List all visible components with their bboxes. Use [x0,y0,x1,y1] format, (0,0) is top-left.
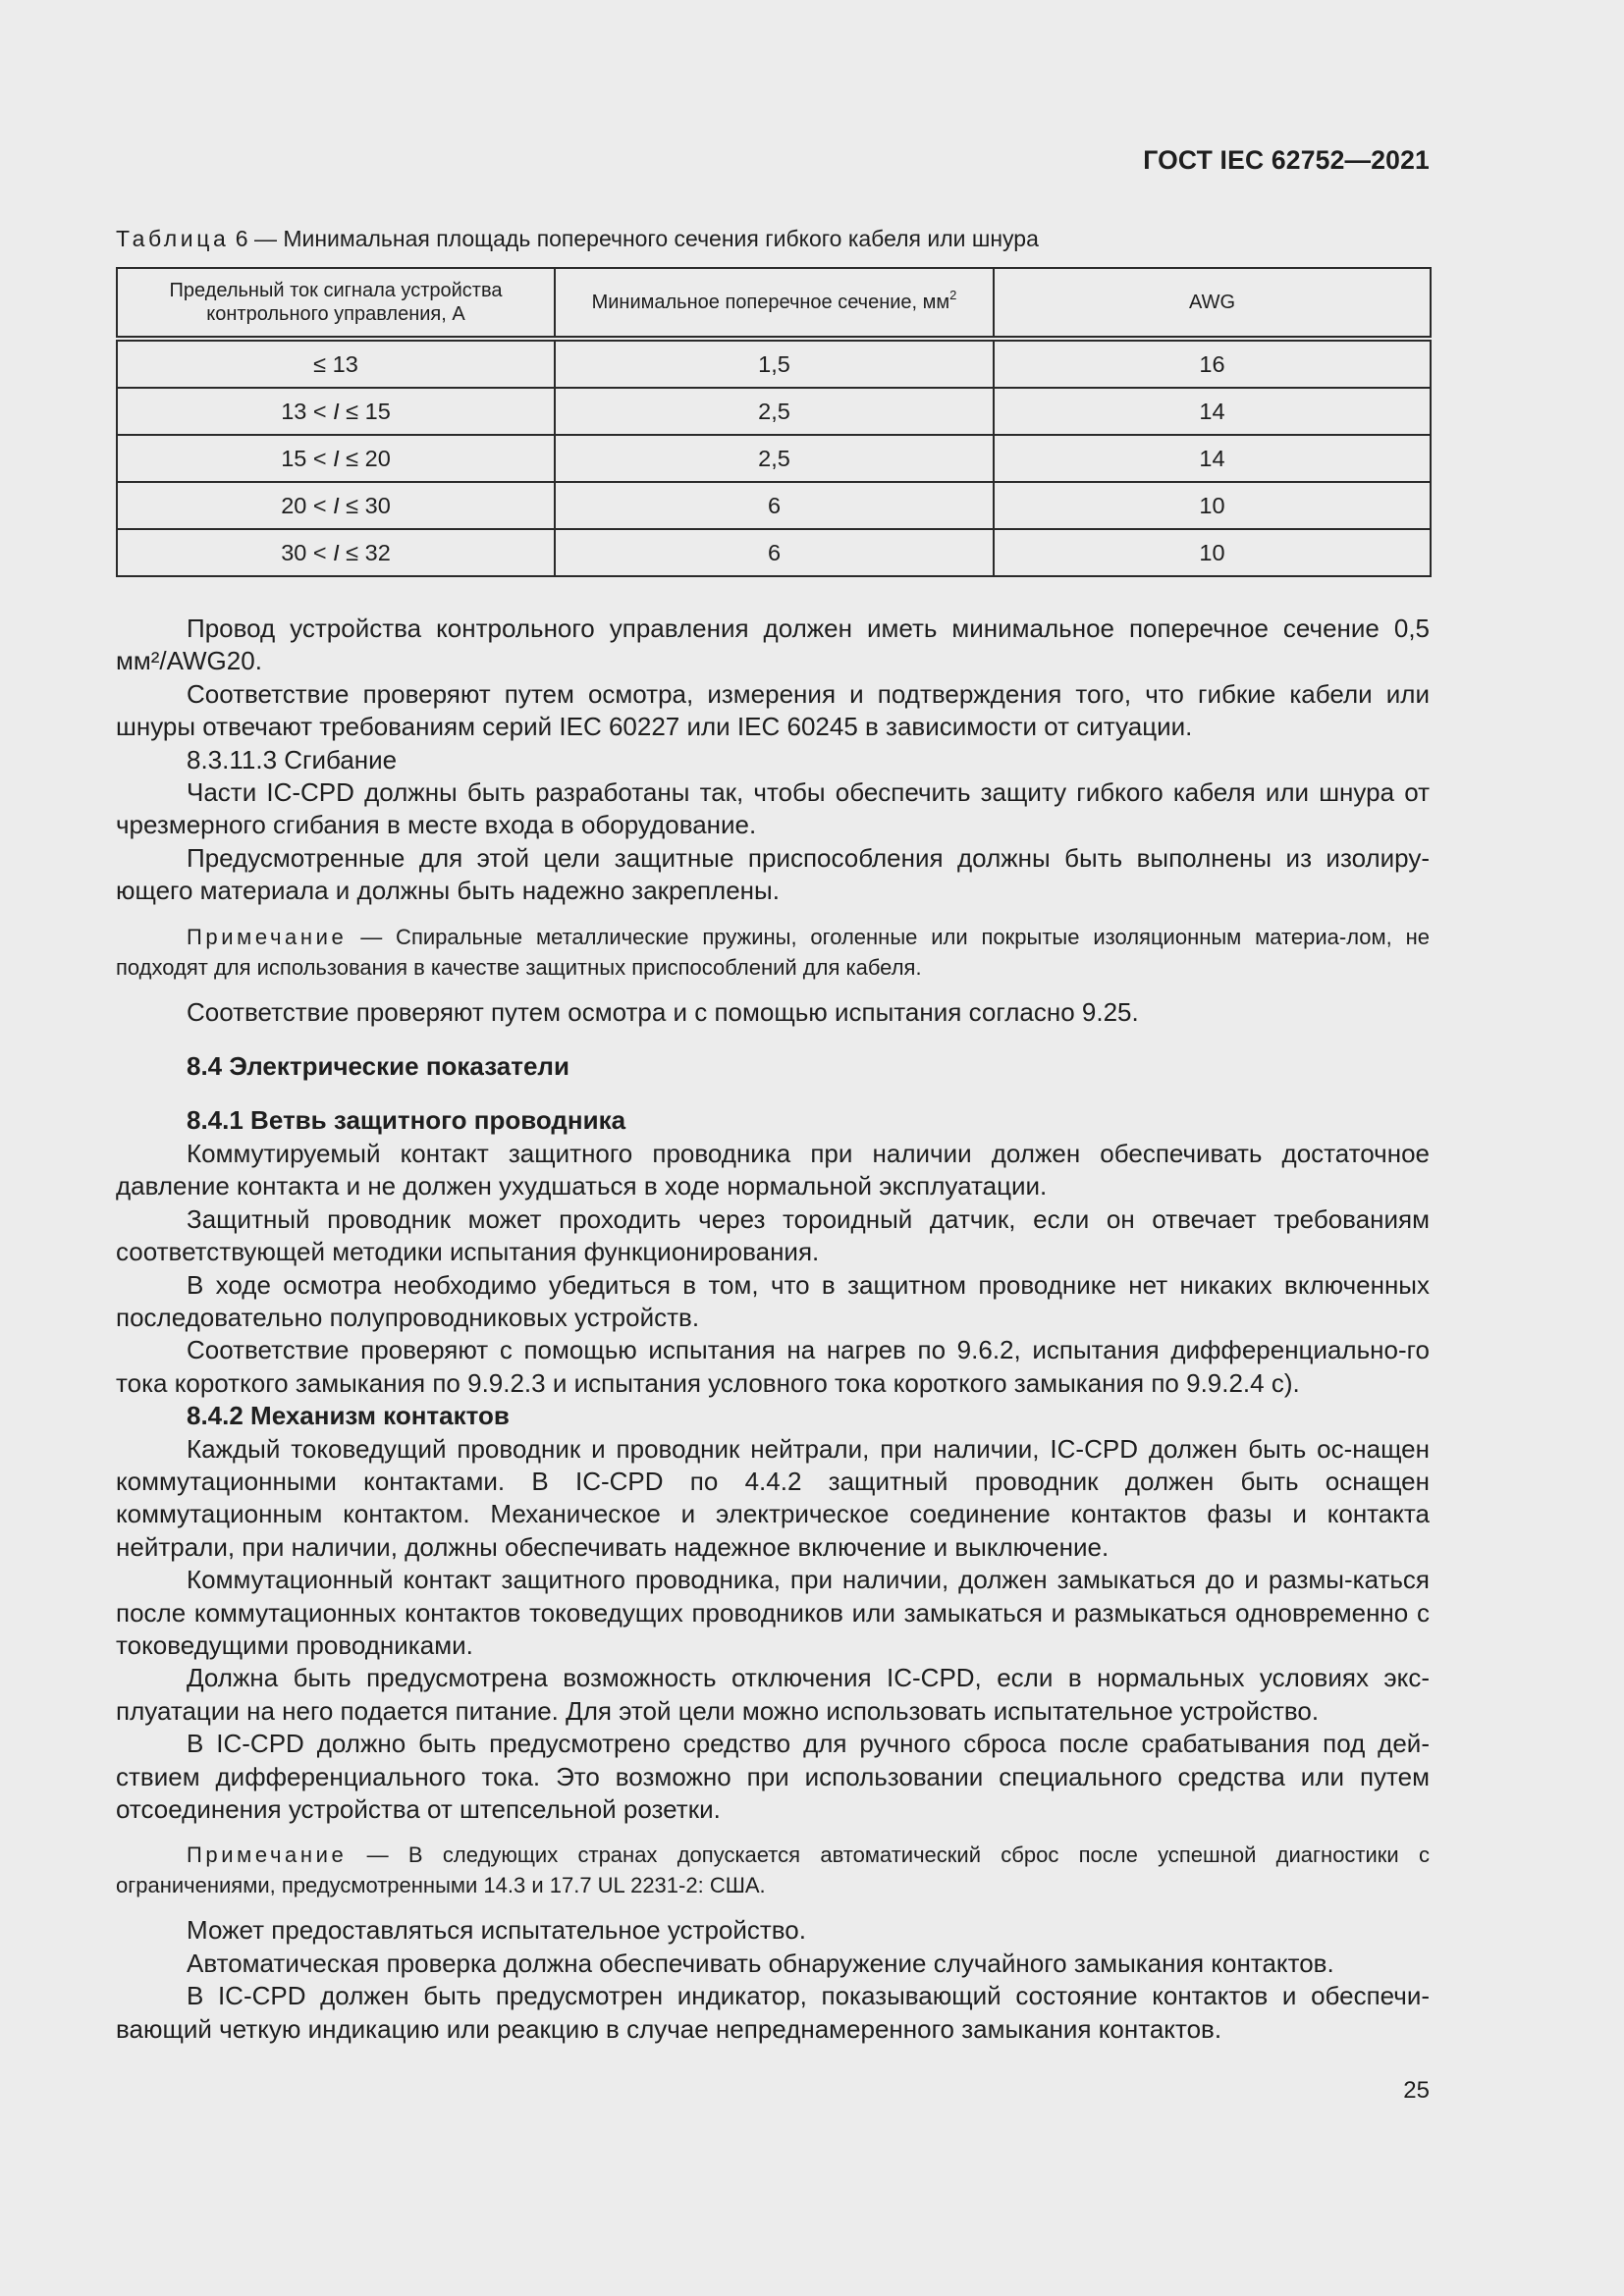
cell-awg: 16 [994,339,1431,388]
table-caption-text: 6 — Минимальная площадь поперечного сечения гибкого кабеля или шнура [235,226,1039,251]
note [116,922,1430,983]
paragraph: Должна быть предусмотрена возможность отключения IC-CPD, если в нормальных условиях экс-плуатации на него подается питание. Для этой цели можно использовать испытательное устройство. [116,1663,1430,1726]
cell-current: 13 < I ≤ 15 [117,388,555,435]
cell-current: 20 < I ≤ 30 [117,482,555,529]
page-number: 25 [1403,2077,1430,2104]
paragraph: Соответствие проверяют путем осмотра и с помощью испытания согласно 9.25. [187,996,1139,1027]
paragraph: Коммутируемый контакт защитного проводника при наличии должен обеспечивать достаточное давление контакта и не должен ухудшаться в ходе нормальной эксплуатации. [116,1138,1430,1201]
table-row [117,435,1431,482]
clause-heading-8-3-11-3: 8.3.11.3 Сгибание [187,744,398,774]
paragraph: Соответствие проверяют путем осмотра, измерения и подтверждения того, что гибкие кабели или шнуры отвечают требованиям серий IEC 60227 или IEC 60245 в зависимости от ситуации. [116,678,1430,742]
cell-awg: 10 [994,482,1431,529]
paragraph: Провод устройства контрольного управления должен иметь минимальное поперечное сечение 0,5 мм²/AWG20. [116,614,1430,676]
cell-awg: 14 [994,388,1431,435]
note-text: — Спиральные металлические пружины, оголенные или покрытые изоляционным материа-лом, не подходят для использования в качестве защитных приспособлений для кабеля. [116,924,1430,980]
note-label: Примечание [187,924,348,949]
paragraph: Автоматическая проверка должна обеспечивать обнаружение случайного замыкания контактов. [187,1948,1334,1978]
paragraph: Коммутационный контакт защитного проводника, при наличии, должен замыкаться до и размы-каться после коммутационных контактов токоведущих проводников или замыкаться и размыкаться одновременно с токоведущими проводниками. [116,1565,1430,1660]
paragraph: В IC-CPD должен быть предусмотрен индикатор, показывающий состояние контактов и обеспечи-вающий четкую индикацию или реакцию в случае непреднамеренного замыкания контактов. [116,1981,1430,2044]
cell-current: ≤ 13 [117,339,555,388]
cell-cross-section: 6 [555,482,994,529]
table-row [117,388,1431,435]
header-current-limit: Предельный ток сигнала устройства контрольного управления, А [117,268,555,339]
cell-awg: 14 [994,435,1431,482]
note-label: Примечание [187,1842,348,1868]
table-row [117,482,1431,529]
table-row [117,529,1431,576]
document-page [116,0,1430,2296]
table-header-row [117,268,1431,339]
cell-cross-section: 2,5 [555,435,994,482]
header-min-cross-section: Минимальное поперечное сечение, $мм^2$ [555,268,994,339]
note-text: — В следующих странах допускается автоматический сброс после успешной диагностики с ограничениями, предусмотренными 14.3 и 17.7 UL 2231-2: США. [116,1842,1430,1898]
paragraph: Защитный проводник может проходить через тороидный датчик, если он отвечает требованиям соответствующей методики испытания функционирования. [116,1203,1430,1267]
table-caption [116,226,1039,252]
paragraph: Каждый токоведущий проводник и проводник нейтрали, при наличии, IC-CPD должен быть ос-нащен коммутационными контактами. В IC-CPD по 4.4.2 защитный проводник должен быть оснащен коммутационным контактом. Механическое и электрическое соединение контактов фазы и контакта нейтрали, при наличии, должны обеспечивать надежное включение и выключение. [116,1433,1430,1562]
paragraph: Части IC-CPD должны быть разработаны так, чтобы обеспечить защиту гибкого кабеля или шнура от чрезмерного сгибания в месте входа в оборудование. [116,777,1430,840]
cable-cross-section-table [116,267,1432,577]
cell-awg: 10 [994,529,1431,576]
section-heading-8-4-1: 8.4.1 Ветвь защитного проводника [187,1105,626,1136]
document-id-header: ГОСТ IEC 62752—2021 [1143,145,1430,175]
paragraph: Предусмотренные для этой цели защитные приспособления должны быть выполнены из изолиру-ющего материала и должны быть надежно закреплены. [116,842,1430,906]
section-heading-8-4: 8.4 Электрические показатели [187,1051,569,1082]
paragraph: В IC-CPD должно быть предусмотрено средство для ручного сброса после срабатывания под дей-ствием дифференциального тока. Это возможно при использовании специального средства или путем отсоединения устройства от штепсельной розетки. [116,1729,1430,1824]
section-heading-8-4-2: 8.4.2 Механизм контактов [187,1401,510,1431]
cell-cross-section: 1,5 [555,339,994,388]
cell-cross-section: 6 [555,529,994,576]
cell-current: 15 < I ≤ 20 [117,435,555,482]
table-row [117,339,1431,388]
paragraph: Соответствие проверяют с помощью испытания на нагрев по 9.6.2, испытания дифференциально-го тока короткого замыкания по 9.9.2.3 и испытания условного тока короткого замыкания по 9.9.2.4 с). [116,1335,1430,1398]
cell-cross-section: 2,5 [555,388,994,435]
note [116,1840,1430,1900]
table-caption-label: Таблица [116,226,230,251]
paragraph: Может предоставляться испытательное устройство. [187,1915,806,1946]
cell-current: 30 < I ≤ 32 [117,529,555,576]
paragraph: В ходе осмотра необходимо убедиться в том, что в защитном проводнике нет никаких включенных последовательно полупроводниковых устройств. [116,1269,1430,1332]
document-body [116,613,1430,2046]
header-awg: AWG [994,268,1431,339]
